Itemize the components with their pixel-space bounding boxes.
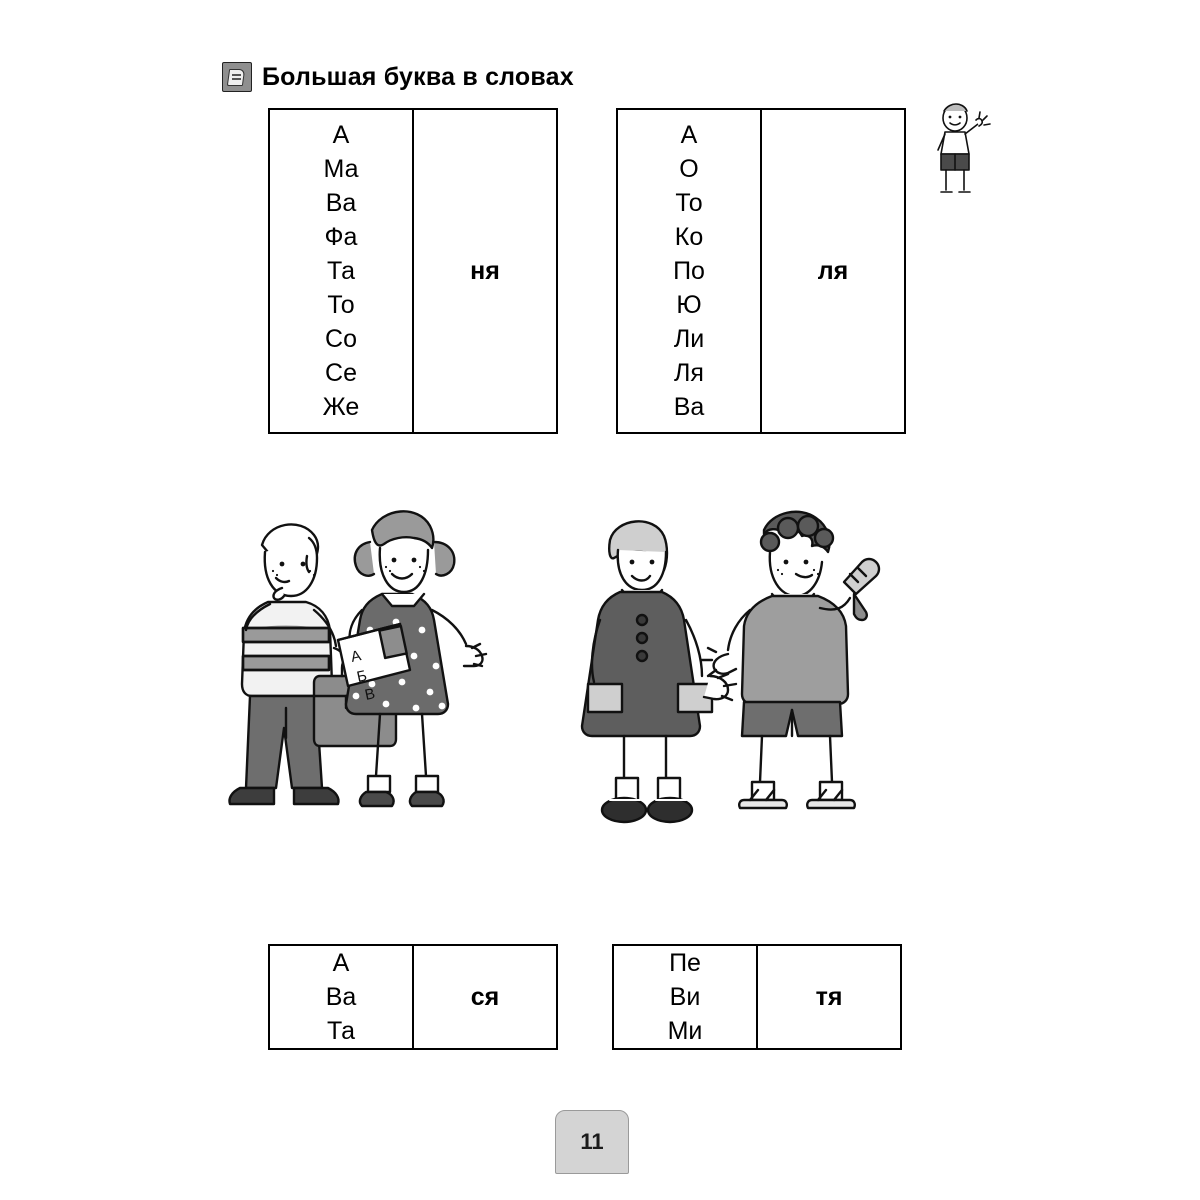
page-title: Большая буква в словах [262,62,574,91]
syllable-column [618,110,762,432]
syllable-cell: Ва [325,983,357,1011]
waving-boy-figure [915,100,995,210]
syllable-column [270,946,414,1048]
word-table-nya [268,108,558,434]
syllable-cell: То [675,189,703,217]
syllable-column [614,946,758,1048]
syllable-cell: А [332,121,350,149]
syllable-cell: Фа [324,223,358,251]
page-heading [222,62,574,92]
syllable-cell: Ви [669,983,701,1011]
word-table-lya [616,108,906,434]
ending-cell: тя [815,982,843,1011]
ending-cell: ся [470,982,500,1011]
syllable-cell: Ю [676,291,702,319]
word-table-sya [268,944,558,1050]
girl-with-book-group [338,511,486,806]
syllable-cell: Ва [325,189,357,217]
syllable-cell: Ма [323,155,359,183]
syllable-cell: Ли [673,325,705,353]
svg-text:А: А [349,647,363,666]
ending-cell: ля [817,256,849,285]
syllable-cell: Се [325,359,357,387]
syllable-column [270,110,414,432]
svg-text:Б: Б [355,667,369,686]
syllable-cell: Ми [667,1017,703,1045]
pointing-hand-icon [222,62,252,92]
syllable-cell: Ля [674,359,704,387]
syllable-cell: О [679,155,699,183]
syllable-cell: Та [326,257,356,285]
children-illustration [210,470,990,910]
syllable-cell: То [327,291,355,319]
syllable-cell: Же [322,393,360,421]
ending-cell: ня [470,256,500,285]
syllable-cell: Ко [674,223,704,251]
syllable-cell: Ва [673,393,705,421]
page-number: 11 [555,1110,629,1174]
syllable-cell: Со [325,325,357,353]
boy-with-ice-cream-group [702,512,879,808]
word-table-tya [612,944,902,1050]
syllable-cell: По [673,257,705,285]
syllable-cell: Та [326,1017,356,1045]
svg-text:В: В [363,685,377,704]
syllable-cell: А [680,121,698,149]
syllable-cell: А [332,949,350,977]
syllable-cell: Пе [669,949,701,977]
